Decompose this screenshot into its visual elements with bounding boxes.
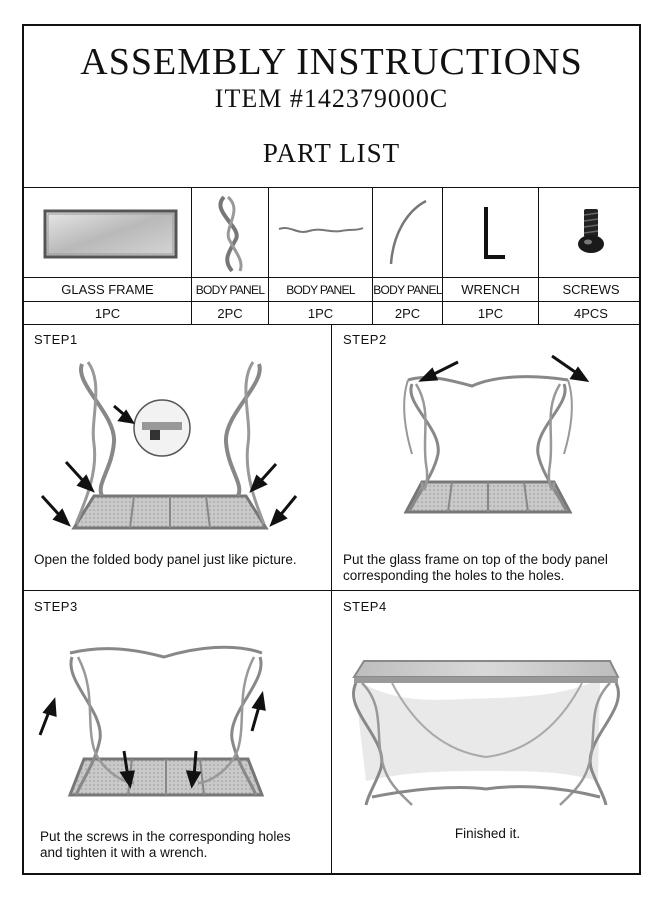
divider	[24, 187, 639, 188]
part-qty: 4PCS	[574, 306, 608, 321]
part-name: BODY PANEL	[195, 283, 265, 297]
part-image-s-panel	[192, 189, 268, 278]
part-name: WRENCH	[461, 282, 520, 297]
caption-line: Put the screws in the corresponding holes	[40, 829, 291, 844]
part-name: GLASS FRAME	[61, 282, 154, 297]
caption-line: Open the folded body panel just like picture.	[34, 552, 297, 567]
instruction-sheet	[22, 24, 641, 875]
screw-icon	[539, 189, 643, 278]
step4-caption	[332, 826, 643, 842]
step3-label: STEP3	[34, 599, 78, 614]
part-name: SCREWS	[562, 282, 620, 297]
item-number: ITEM #142379000C	[214, 84, 449, 113]
part-qty: 1PC	[94, 306, 121, 321]
caption-line: and tighten it with a wrench.	[40, 845, 208, 860]
part-qty: 2PC	[394, 306, 421, 321]
part-image-arc-bar	[373, 189, 442, 278]
step4-label: STEP4	[343, 599, 387, 614]
header	[24, 26, 639, 188]
part-image-wavy-bar	[269, 189, 372, 278]
step1-caption	[34, 552, 329, 568]
step2-caption	[343, 552, 639, 584]
part-qty: 2PC	[217, 306, 243, 321]
part-list-title: PART LIST	[262, 138, 401, 168]
part-name: BODY PANEL	[286, 283, 355, 297]
step2-illustration	[332, 324, 643, 590]
part-qty: 1PC	[307, 306, 334, 321]
part-qty: 1PC	[477, 306, 504, 321]
step1-illustration	[24, 324, 331, 590]
s-curve-panel-icon	[192, 189, 268, 278]
wavy-bar-icon	[269, 189, 372, 278]
step2-label: STEP2	[343, 332, 387, 347]
caption-line: Put the glass frame on top of the body panel	[343, 552, 608, 567]
part-image-wrench	[443, 189, 538, 278]
step1-label: STEP1	[34, 332, 78, 347]
step3-caption	[40, 829, 330, 861]
part-image-screw	[539, 189, 643, 278]
part-image-glass-frame	[24, 189, 191, 278]
part-name: BODY PANEL	[373, 283, 442, 297]
glass-frame-icon	[24, 189, 191, 278]
allen-wrench-icon	[443, 189, 538, 278]
caption-line: Finished it.	[454, 826, 521, 841]
caption-line: corresponding the holes to the holes.	[343, 568, 565, 583]
arc-bar-icon	[373, 189, 442, 278]
page-title: ASSEMBLY INSTRUCTIONS	[80, 41, 583, 83]
